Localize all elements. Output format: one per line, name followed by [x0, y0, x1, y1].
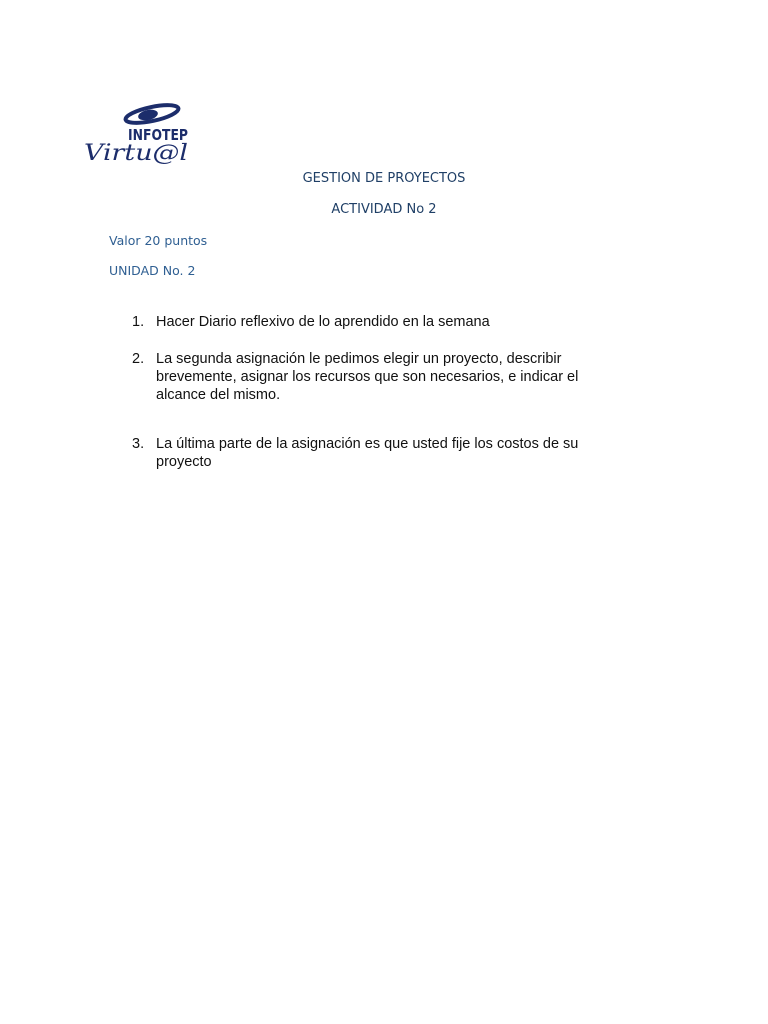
list-item-text: La segunda asignación le pedimos elegir un proyecto, describir brevemente, asignar los recursos que son necesarios, e indicar el alcance del mismo.: [156, 351, 579, 403]
list-item-number: 3.: [132, 436, 145, 452]
list-item-number: 2.: [132, 351, 145, 367]
list-item: [132, 350, 622, 404]
logo-brand-text: INFOTEP: [128, 126, 189, 144]
list-item-text: La última parte de la asignación es que usted fije los costos de su proyecto: [156, 436, 579, 470]
points-value: Valor 20 puntos: [109, 233, 208, 248]
list-item: [132, 313, 622, 331]
unit-label: UNIDAD No. 2: [109, 263, 196, 278]
list-item-number: 1.: [132, 314, 145, 330]
document-title: GESTION DE PROYECTOS: [302, 171, 466, 186]
list-item: [132, 435, 622, 471]
logo-script-text: Virtu@l: [84, 141, 188, 166]
activity-heading: ACTIVIDAD No 2: [331, 202, 437, 217]
list-item-text: Hacer Diario reflexivo de lo aprendido en la semana: [156, 314, 490, 330]
logo-graphic: [82, 100, 194, 166]
infotep-virtual-logo: [82, 100, 194, 166]
